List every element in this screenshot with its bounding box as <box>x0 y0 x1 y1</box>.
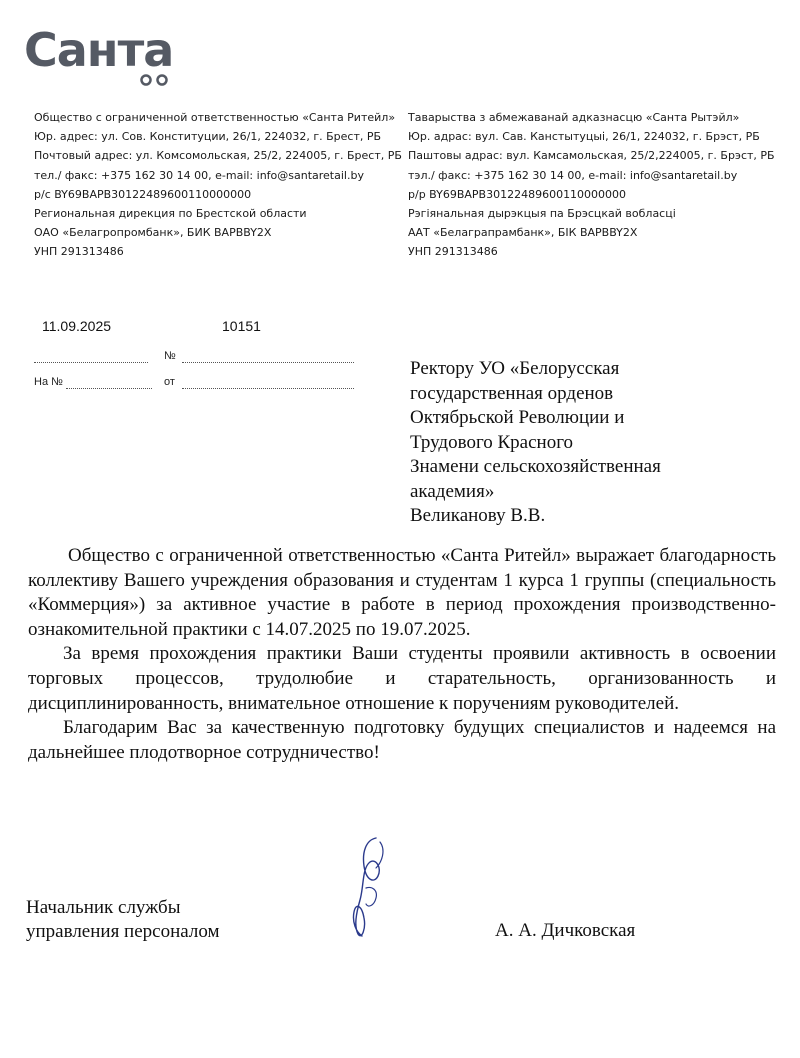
addressee-line: Знамени сельскохозяйственная <box>410 456 661 477</box>
body-paragraph-1: Общество с ограниченной ответственностью «Санта Ритейл» выражает благодарность коллективу Вашего учреждения образования и студентам 1 курса 1 группы (специальность «Коммерция») за активное участие в работе в период прохождения производственно-ознакомительной практики с 14.07.2025 по 19.07.2025. <box>28 545 776 640</box>
logo-text: Санта <box>24 23 174 77</box>
signature-stroke <box>353 838 379 936</box>
body-paragraph-2: За время прохождения практики Ваши студенты проявили активность в освоении торговых процессов, трудолюбие и старательность, организованность и дисциплинированность, внимательное отношение к поручениям руководителей. <box>28 643 776 714</box>
req-by-line: Паштовы адрас: вул. Камсамольская, 25/2,224005, г. Брэст, РБ <box>408 149 775 163</box>
outgoing-number: 10151 <box>222 318 261 334</box>
company-logo <box>24 22 224 92</box>
req-ru-line: Почтовый адрес: ул. Комсомольская, 25/2, 224005, г. Брест, РБ <box>34 149 402 163</box>
on-number-label: На № <box>34 376 63 388</box>
req-ru-line: ОАО «Белагропромбанк», БИК BAPBBY2X <box>34 226 272 240</box>
on-number-line <box>66 388 152 389</box>
handwritten-signature <box>336 828 396 948</box>
req-ru-line: тел./ факс: +375 162 30 14 00, e-mail: info@santaretail.by <box>34 168 364 182</box>
req-by-line: Рэгiянальная дырэкцыя па Брэсцкай вобласцi <box>408 206 676 220</box>
outgoing-date: 11.09.2025 <box>42 318 112 334</box>
req-by-line: р/р BY69BAPB30122489600110000000 <box>408 187 627 201</box>
req-by-line: Таварыства з абмежаванай адказнасцю «Санта Рытэйл» <box>408 111 740 124</box>
req-ru-line: Региональная дирекция по Брестской области <box>34 206 307 220</box>
signature-stroke-2 <box>366 842 383 906</box>
addressee-line: Великанову В.В. <box>410 505 546 526</box>
signatory-title-line-1: Начальник службы <box>26 897 181 918</box>
req-by-line: УНП 291313486 <box>408 245 498 259</box>
requisites-ru <box>34 108 402 262</box>
signatory-title <box>26 896 220 944</box>
addressee-block <box>410 357 780 529</box>
letter-body <box>28 544 776 765</box>
body-paragraph-3: Благодарим Вас за качественную подготовку будущих специалистов и надеемся на дальнейшее плодотворное сотрудничество! <box>28 717 776 763</box>
req-by-line: тэл./ факс: +375 162 30 14 00, e-mail: info@santaretail.by <box>408 168 738 182</box>
date-line <box>34 362 148 363</box>
from-label: от <box>164 376 175 388</box>
req-ru-line: Юр. адрес: ул. Сов. Конституции, 26/1, 224032, г. Брест, РБ <box>34 130 382 144</box>
registration-form <box>34 348 364 398</box>
addressee-line: академия» <box>410 480 495 502</box>
req-ru-line: УНП 291313486 <box>34 245 124 259</box>
req-by-line: ААТ «Белаграпрамбанк», БIК BAPBBY2X <box>408 226 638 240</box>
addressee-line: Ректору УО «Белорусская <box>410 358 620 379</box>
signatory-title-line-2: управления персоналом <box>26 921 220 942</box>
req-ru-line: Общество с ограниченной ответственностью «Санта Ритейл» <box>34 111 396 124</box>
number-label: № <box>164 350 176 362</box>
requisites-by <box>408 108 775 262</box>
from-line <box>182 388 354 389</box>
addressee-line: Октябрьской Революции и <box>410 407 625 428</box>
number-line <box>182 362 354 363</box>
req-by-line: Юр. адрас: вул. Сав. Канстытуцыі, 26/1, 224032, г. Брэст, РБ <box>408 130 760 144</box>
addressee-line: государственная орденов <box>410 382 614 404</box>
req-ru-line: р/с BY69BAPB30122489600110000000 <box>34 187 252 201</box>
signatory-name: А. А. Дичковская <box>495 920 636 941</box>
addressee-line: Трудового Красного <box>410 431 574 453</box>
